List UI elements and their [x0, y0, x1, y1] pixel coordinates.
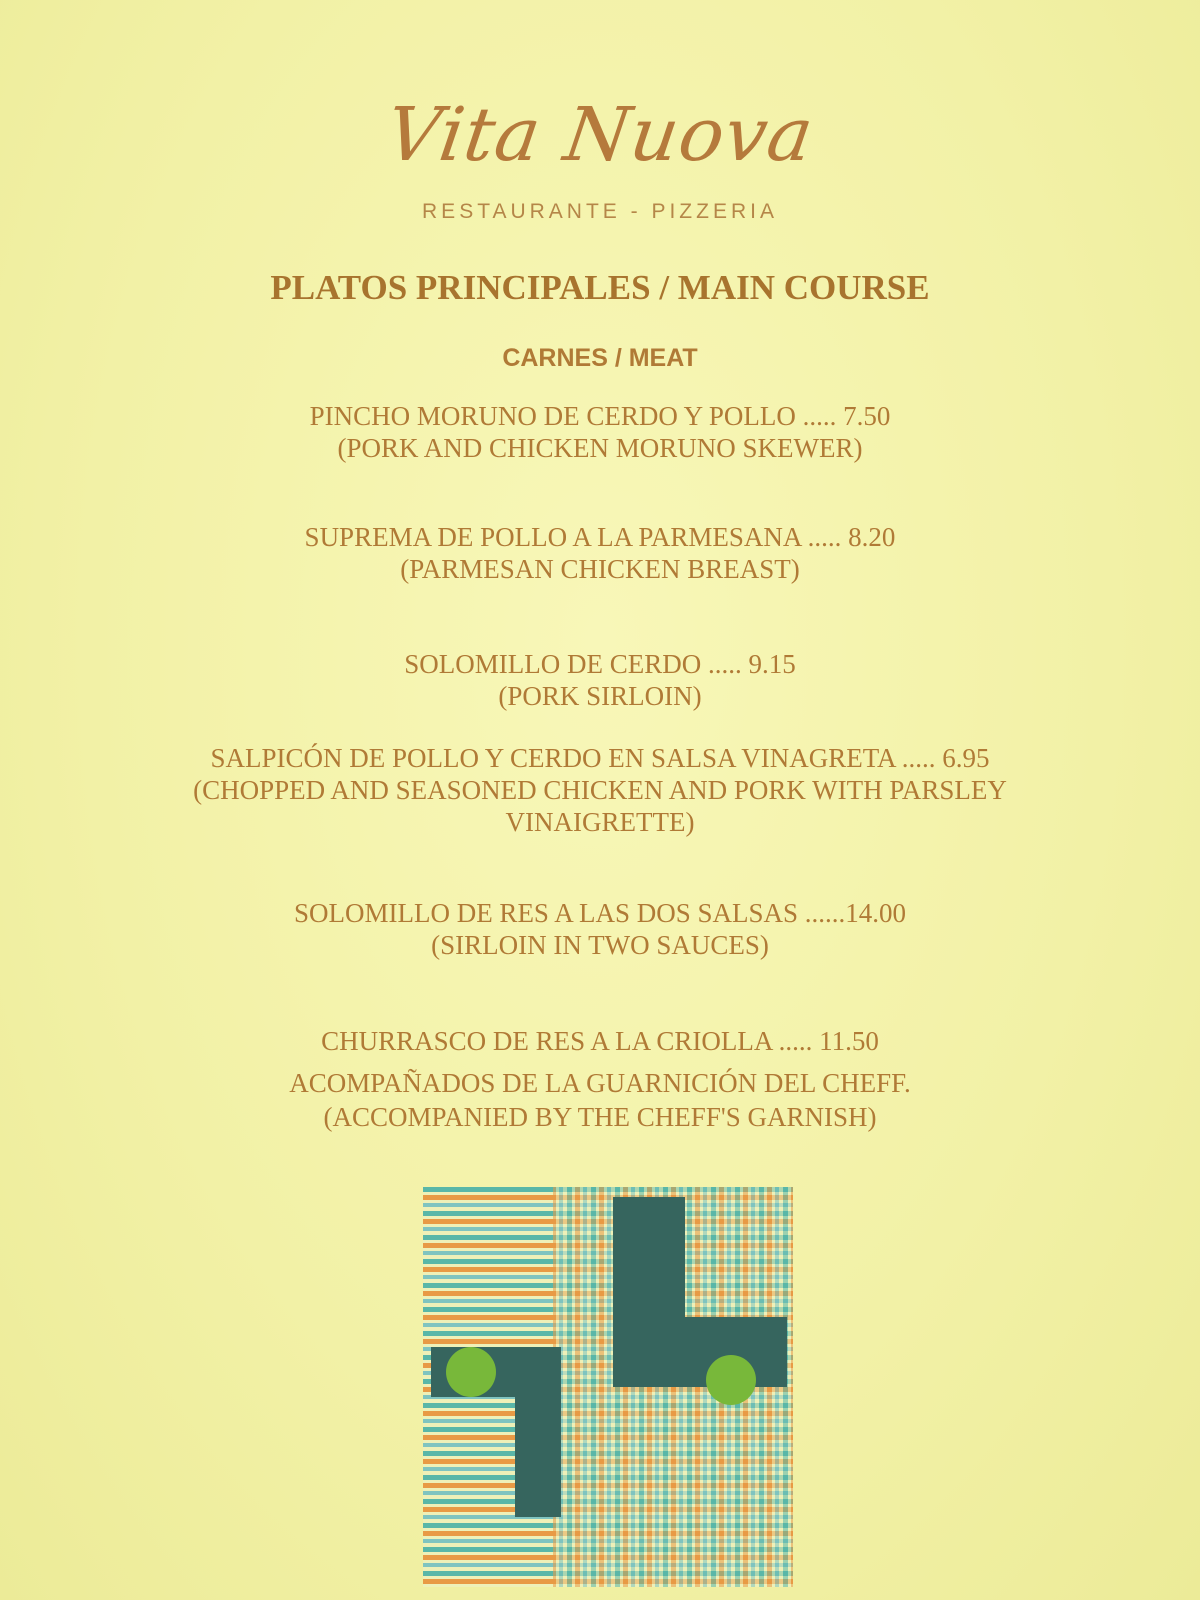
- green-circle-left: [446, 1347, 496, 1397]
- menu-item-name: PINCHO MORUNO DE CERDO Y POLLO ..... 7.50: [309, 401, 891, 431]
- garnish-note-es: ACOMPAÑADOS DE LA GUARNICIÓN DEL CHEFF.: [289, 1068, 911, 1098]
- green-circle-right: [706, 1355, 756, 1405]
- menu-item: [0, 400, 1200, 464]
- menu-item-name: SALPICÓN DE POLLO Y CERDO EN SALSA VINAGRETA ..... 6.95: [210, 743, 990, 773]
- garnish-note-en: (ACCOMPANIED BY THE CHEFF'S GARNISH): [323, 1102, 877, 1132]
- menu-item-translation: (PORK SIRLOIN): [498, 681, 702, 711]
- menu-item-name: SOLOMILLO DE RES A LAS DOS SALSAS ......14.00: [293, 898, 907, 928]
- menu-item-translation: (CHOPPED AND SEASONED CHICKEN AND PORK WITH PARSLEY: [193, 775, 1007, 805]
- menu-item: [0, 648, 1200, 712]
- section-title: PLATOS PRINCIPALES / MAIN COURSE: [270, 268, 930, 307]
- menu-item-translation: (PARMESAN CHICKEN BREAST): [400, 554, 800, 584]
- menu-item: [0, 521, 1200, 585]
- menu-item-name: CHURRASCO DE RES A LA CRIOLLA ..... 11.50: [321, 1026, 879, 1056]
- menu-item: [0, 742, 1200, 838]
- restaurant-logo: Vita Nuova: [380, 92, 820, 178]
- menu-item: [0, 897, 1200, 961]
- restaurant-subtitle: RESTAURANTE - PIZZERIA: [422, 200, 778, 223]
- menu-item-translation: (PORK AND CHICKEN MORUNO SKEWER): [337, 433, 863, 463]
- category-title: CARNES / MEAT: [502, 344, 698, 372]
- decorative-pattern-image: [423, 1187, 793, 1587]
- menu-item: [0, 1025, 1200, 1057]
- menu-item-translation: (SIRLOIN IN TWO SAUCES): [431, 930, 769, 960]
- menu-item-translation-cont: VINAIGRETTE): [505, 807, 695, 837]
- menu-item-name: SUPREMA DE POLLO A LA PARMESANA ..... 8.20: [304, 522, 896, 552]
- menu-item-name: SOLOMILLO DE CERDO ..... 9.15: [404, 649, 796, 679]
- garnish-note: [0, 1066, 1200, 1134]
